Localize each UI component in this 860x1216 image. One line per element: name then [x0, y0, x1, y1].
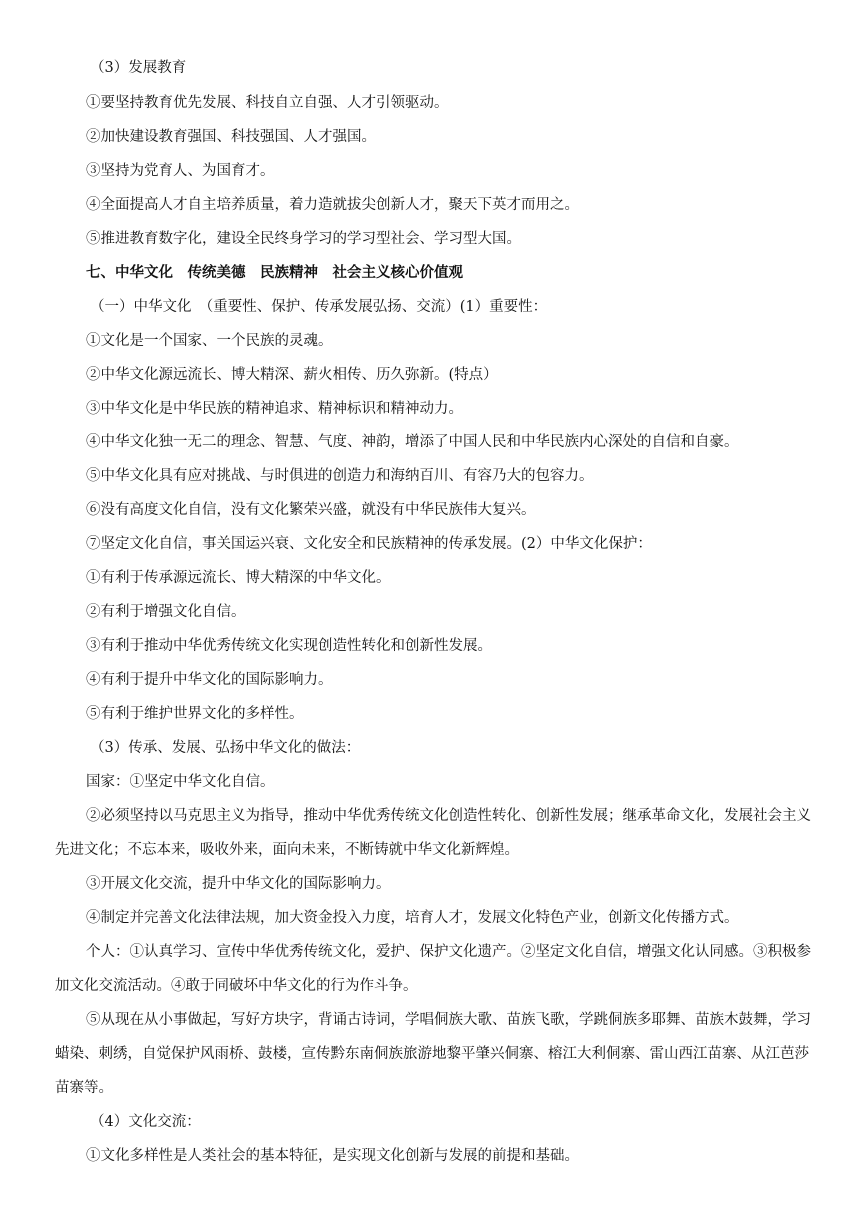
text-line: ④制定并完善文化法律法规，加大资金投入力度，培育人才，发展文化特色产业，创新文化传播方式。: [86, 910, 739, 926]
text-line: ①有利于传承源远流长、博大精深的中华文化。: [86, 570, 391, 586]
text-line: ③中华文化是中华民族的精神追求、精神标识和精神动力。: [86, 401, 463, 417]
text-line: ③有利于推动中华优秀传统文化实现创造性转化和创新性发展。: [86, 638, 492, 654]
text-line: 国家：①坚定中华文化自信。: [86, 774, 275, 790]
text-line: ④全面提高人才自主培养质量，着力造就拔尖创新人才，聚天下英才而用之。: [86, 197, 579, 213]
text-line: ⑦坚定文化自信，事关国运兴衰、文化安全和民族精神的传承发展。(2）中华文化保护：: [86, 536, 652, 552]
subsection-heading-cultural-exchange: （4）文化交流：: [90, 1114, 201, 1130]
subsection-heading-inherit-culture: （3）传承、发展、弘扬中华文化的做法：: [90, 740, 361, 756]
text-line: ④有利于提升中华文化的国际影响力。: [86, 672, 333, 688]
text-line: ⑤推进教育数字化，建设全民终身学习的学习型社会、学习型大国。: [86, 231, 521, 247]
text-line: ①文化多样性是人类社会的基本特征，是实现文化创新与发展的前提和基础。: [86, 1148, 579, 1164]
section-heading-develop-education: （3）发展教育: [90, 60, 187, 76]
paragraph: 个人：①认真学习、宣传中华优秀传统文化，爱护、保护文化遗产。②坚定文化自信，增强文化认同感。③积极参加文化交流活动。④敢于同破坏中华文化的行为作斗争。: [55, 944, 811, 994]
text-line: ②有利于增强文化自信。: [86, 604, 246, 620]
paragraph: ⑤从现在从小事做起，写好方块字，背诵古诗词，学唱侗族大歌、苗族飞歌，学跳侗族多耶舞、苗族木鼓舞，学习蜡染、刺绣，自觉保护风雨桥、鼓楼，宣传黔东南侗族旅游地黎平肇兴侗寨、榕江大利侗寨、雷山西江苗寨、从江芭莎苗寨等。: [55, 1012, 811, 1096]
text-line: ②加快建设教育强国、科技强国、人才强国。: [86, 129, 376, 145]
text-line: ①文化是一个国家、一个民族的灵魂。: [86, 333, 333, 349]
text-line: ①要坚持教育优先发展、科技自立自强、人才引领驱动。: [86, 95, 449, 111]
chapter-heading: 七、中华文化 传统美德 民族精神 社会主义核心价值观: [86, 264, 463, 281]
text-line: ⑥没有高度文化自信，没有文化繁荣兴盛，就没有中华民族伟大复兴。: [86, 502, 536, 518]
subsection-heading-chinese-culture: （一）中华文化 （重要性、保护、传承发展弘扬、交流）(1）重要性：: [90, 299, 548, 315]
text-line: ③开展文化交流，提升中华文化的国际影响力。: [86, 876, 391, 892]
text-line: ⑤有利于维护世界文化的多样性。: [86, 706, 304, 722]
text-line: ③坚持为党育人、为国育才。: [86, 163, 275, 179]
text-line: ⑤中华文化具有应对挑战、与时俱进的创造力和海纳百川、有容乃大的包容力。: [86, 468, 594, 484]
paragraph: ②必须坚持以马克思主义为指导，推动中华优秀传统文化创造性转化、创新性发展；继承革命文化，发展社会主义先进文化；不忘本来，吸收外来，面向未来，不断铸就中华文化新辉煌。: [55, 808, 811, 858]
text-line: ④中华文化独一无二的理念、智慧、气度、神韵，增添了中国人民和中华民族内心深处的自信和自豪。: [86, 434, 739, 450]
text-line: ②中华文化源远流长、博大精深、薪火相传、历久弥新。(特点）: [86, 367, 498, 383]
